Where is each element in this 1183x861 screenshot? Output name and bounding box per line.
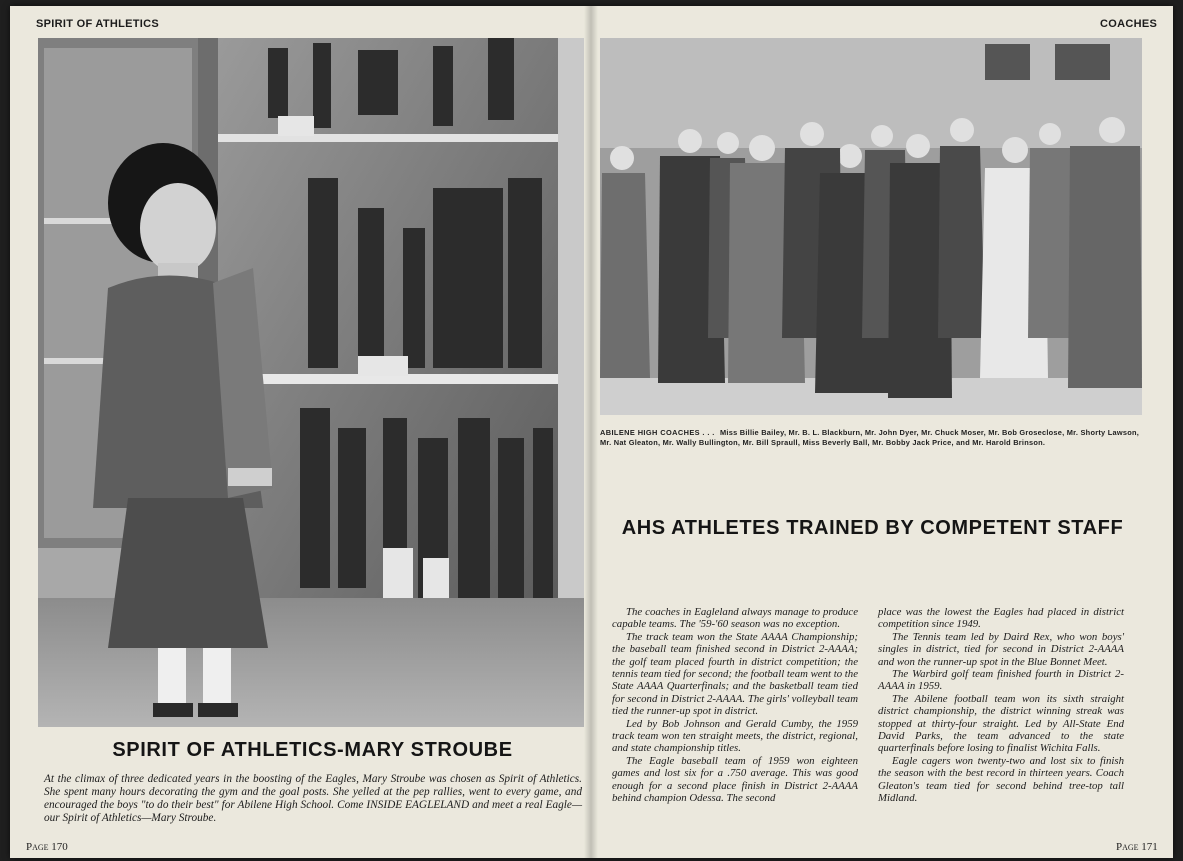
left-folio: Page 170 (26, 841, 68, 853)
col2-paragraph: place was the lowest the Eagles had placed in district competition since 1949. (878, 606, 1124, 631)
trophy-case-photo (38, 38, 584, 727)
left-body-text: At the climax of three dedicated years in the boosting of the Eagles, Mary Stroube was chosen as Spirit of Athletics. She spent many hours decorating the gym and the goal posts. She yelled at the pep rallies, went to every game, and encouraged the boys "to do their best" for Abilene High School. Come INSIDE EAGLELAND and meet a real Eagle—our Spirit of Athletics—Mary Stroube. (44, 773, 582, 824)
coaches-group-photo (600, 38, 1142, 415)
article-column-2 (878, 606, 1124, 805)
col2-paragraph: Eagle cagers won twenty-two and lost six to finish the season with the best record in thirteen years. Coach Gleaton's team tied for second behind tree-top tall Midland. (878, 754, 1124, 805)
trophy-case-photo-icon (38, 38, 584, 727)
col2-paragraph: The Tennis team led by Daird Rex, who won boys' singles in district, tied for second in District 2-AAAA and won the runner-up spot in the Blue Bonnet Meet. (878, 630, 1124, 668)
coaches-caption (600, 428, 1145, 448)
left-headline: SPIRIT OF ATHLETICS-MARY STROUBE (112, 739, 513, 761)
page-gutter (584, 6, 598, 858)
col2-paragraph: The Warbird golf team finished fourth in District 2-AAAA in 1959. (878, 668, 1124, 693)
col1-paragraph: Led by Bob Johnson and Gerald Cumby, the 1959 track team won ten straight meets, the district, regional, and state championship titles. (612, 717, 858, 755)
col1-paragraph: The Eagle baseball team of 1959 won eighteen games and lost six for a .750 average. This was good enough for a second place finish in District 2-AAAA behind champion Odessa. The second (612, 754, 858, 805)
caption-names: Miss Billie Bailey, Mr. B. L. Blackburn, Mr. John Dyer, Mr. Chuck Moser, Mr. Bob Groseclose, Mr. Shorty Lawson, Mr. Nat Gleaton, Mr. Wally Bullington, Mr. Bill Spraull, Miss Beverly Ball, Mr. Bobby Jack Price, and Mr. Harold Brinson. (600, 428, 1140, 447)
right-folio: Page 171 (1116, 841, 1158, 853)
right-headline: AHS ATHLETES TRAINED BY COMPETENT STAFF (621, 517, 1124, 539)
coaches-group-photo-icon (600, 38, 1142, 415)
article-column-1 (612, 606, 858, 805)
col2-paragraph: The Abilene football team won its sixth straight district championship, the district winning streak was stopped at thirty-four straight. Led by All-State End David Parks, the team advanced to the state quarterfinals before losing to finalist Wichita Falls. (878, 692, 1124, 755)
col1-paragraph: The coaches in Eagleland always manage to produce capable teams. The '59-'60 season was no exception. (612, 606, 858, 631)
col1-paragraph: The track team won the State AAAA Championship; the baseball team finished second in District 2-AAAA; the golf team placed fourth in district competition; the tennis team tied for second; the football team went to the State AAAA Quarterfinals; and the basketball team tied for second in District 2-AAAA. The girls' volleyball team tied the runner-up spot in district. (612, 630, 858, 718)
caption-lead: ABILENE HIGH COACHES . . . (600, 428, 715, 437)
right-running-head: COACHES (1100, 18, 1158, 30)
left-running-head: SPIRIT OF ATHLETICS (36, 18, 160, 30)
